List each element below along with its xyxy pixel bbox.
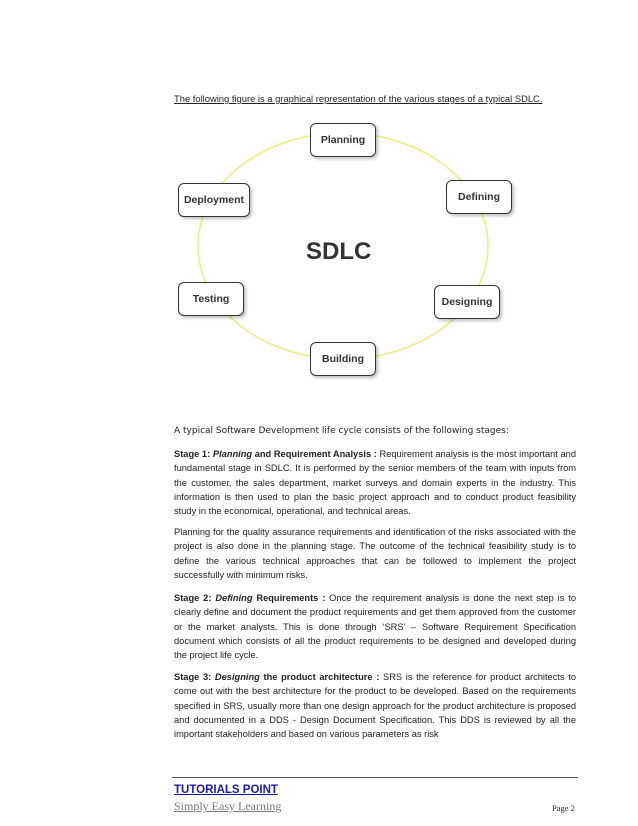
- stage-node-defining: Defining: [446, 180, 512, 214]
- stage-2-emph: Defining: [215, 593, 253, 603]
- stage-2-prefix: Stage 2:: [174, 593, 216, 603]
- stage-1-text: Requirement analysis is the most important and fundamental stage in SDLC. It is performed by the senior members of the team with inputs from the customer, the sales department, market surveys and domain experts in the industry. This information is then used to plan the basic project approach and to conduct product feasibility study in the economical, operational, and technical areas.: [174, 449, 577, 517]
- stage-node-designing: Designing: [434, 285, 500, 319]
- stage-node-building: Building: [310, 342, 376, 376]
- stage-node-planning: Planning: [310, 123, 376, 157]
- stage-1-prefix: Stage 1:: [174, 449, 213, 459]
- stage-2-rest: Requirements :: [252, 593, 326, 603]
- sdlc-diagram: [160, 112, 500, 387]
- stage-3-text: SRS is the reference for product architects to come out with the best architecture for the product to be developed. Based on the requirements specified in SRS, usually more than one design approach for the product architecture is proposed and documented in a DDS - Design Document Specification. This DDS is reviewed by all the important stakeholders and based on various parameters as risk: [174, 672, 577, 740]
- sdlc-center-label: SDLC: [306, 238, 372, 265]
- stage-2-text: Once the requirement analysis is done the next step is to clearly define and document the product requirements and get them approved from the customer or the market analysts. This is done through ‘SRS’ – Software Requirement Specification document which consists of all the product requirements to be designed and developed during the project life cycle.: [174, 593, 577, 661]
- stage-node-testing: Testing: [178, 282, 244, 316]
- stage-2-heading: [174, 593, 325, 603]
- stage-3-rest: the product architecture :: [259, 672, 380, 682]
- stage-3-paragraph: [174, 670, 576, 741]
- footer-tagline-link[interactable]: Simply Easy Learning: [174, 799, 282, 813]
- footer-divider: [172, 777, 578, 778]
- intro-text: A typical Software Development life cycle consists of the following stages:: [174, 426, 509, 436]
- stage-3-heading: [174, 672, 379, 682]
- planning-paragraph: Planning for the quality assurance requirements and identification of the risks associated with the project is also done in the planning stage. The outcome of the technical feasibility study is to define the various technical approaches that can be followed to implement the project successfully with minimum risks.: [174, 527, 576, 580]
- stage-node-deployment: Deployment: [178, 183, 250, 217]
- stage-1-paragraph: [174, 447, 576, 518]
- figure-caption: The following figure is a graphical representation of the various stages of a typical SDLC.: [174, 93, 543, 104]
- page-number: Page 2: [552, 803, 575, 813]
- stage-3-prefix: Stage 3:: [174, 672, 215, 682]
- stage-3-emph: Designing: [214, 672, 260, 682]
- stage-1-heading: [174, 449, 377, 459]
- stage-2-paragraph: [174, 591, 576, 662]
- stage-1-emph: Planning: [212, 449, 253, 459]
- footer-brand-link[interactable]: TUTORIALS POINT: [174, 784, 278, 796]
- stage-1-rest: and Requirement Analysis :: [252, 449, 377, 459]
